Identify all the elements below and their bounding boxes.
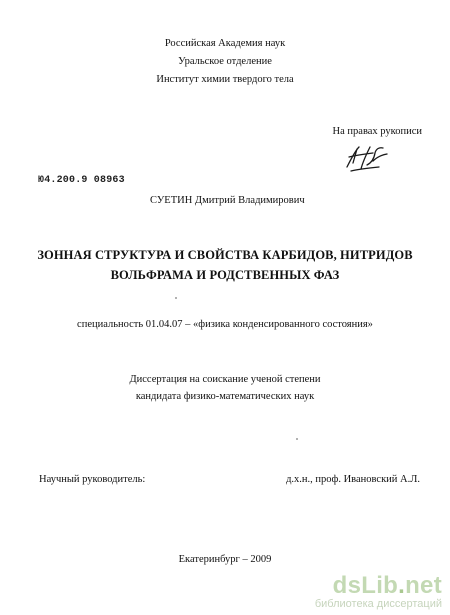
- degree-line-2: кандидата физико-математических наук: [135, 391, 315, 402]
- scan-speck: [175, 297, 177, 299]
- place-and-year: Екатеринбург – 2009: [178, 554, 272, 565]
- watermark-logo: dsLib.net: [332, 572, 442, 599]
- signature-image: [343, 141, 391, 175]
- author-name: СУЕТИН Дмитрий Владимирович: [150, 195, 305, 206]
- organization-line-3: Институт химии твердого тела: [156, 74, 294, 85]
- watermark: [315, 574, 442, 611]
- thesis-title-line-1: ЗОННАЯ СТРУКТУРА И СВОЙСТВА КАРБИДОВ, НИТРИДОВ: [37, 248, 413, 262]
- thesis-title-line-2: ВОЛЬФРАМА И РОДСТВЕННЫХ ФАЗ: [110, 268, 340, 282]
- degree-line-1: Диссертация на соискание ученой степени: [129, 374, 321, 385]
- rights-note: На правах рукописи: [332, 126, 422, 137]
- supervisor-label: Научный руководитель:: [39, 474, 146, 485]
- watermark-subtitle: библиотека диссертаций: [314, 598, 442, 610]
- scan-speck: [296, 438, 298, 440]
- organization-line-2: Уральское отделение: [178, 56, 272, 67]
- supervisor-name: д.х.н., проф. Ивановский А.Л.: [286, 474, 420, 485]
- specialty-line: специальность 01.04.07 – «физика конденсированного состояния»: [77, 319, 373, 330]
- organization-line-1: Российская Академия наук: [164, 38, 286, 49]
- registry-stamp: Ю4.200.9 08963: [38, 175, 125, 186]
